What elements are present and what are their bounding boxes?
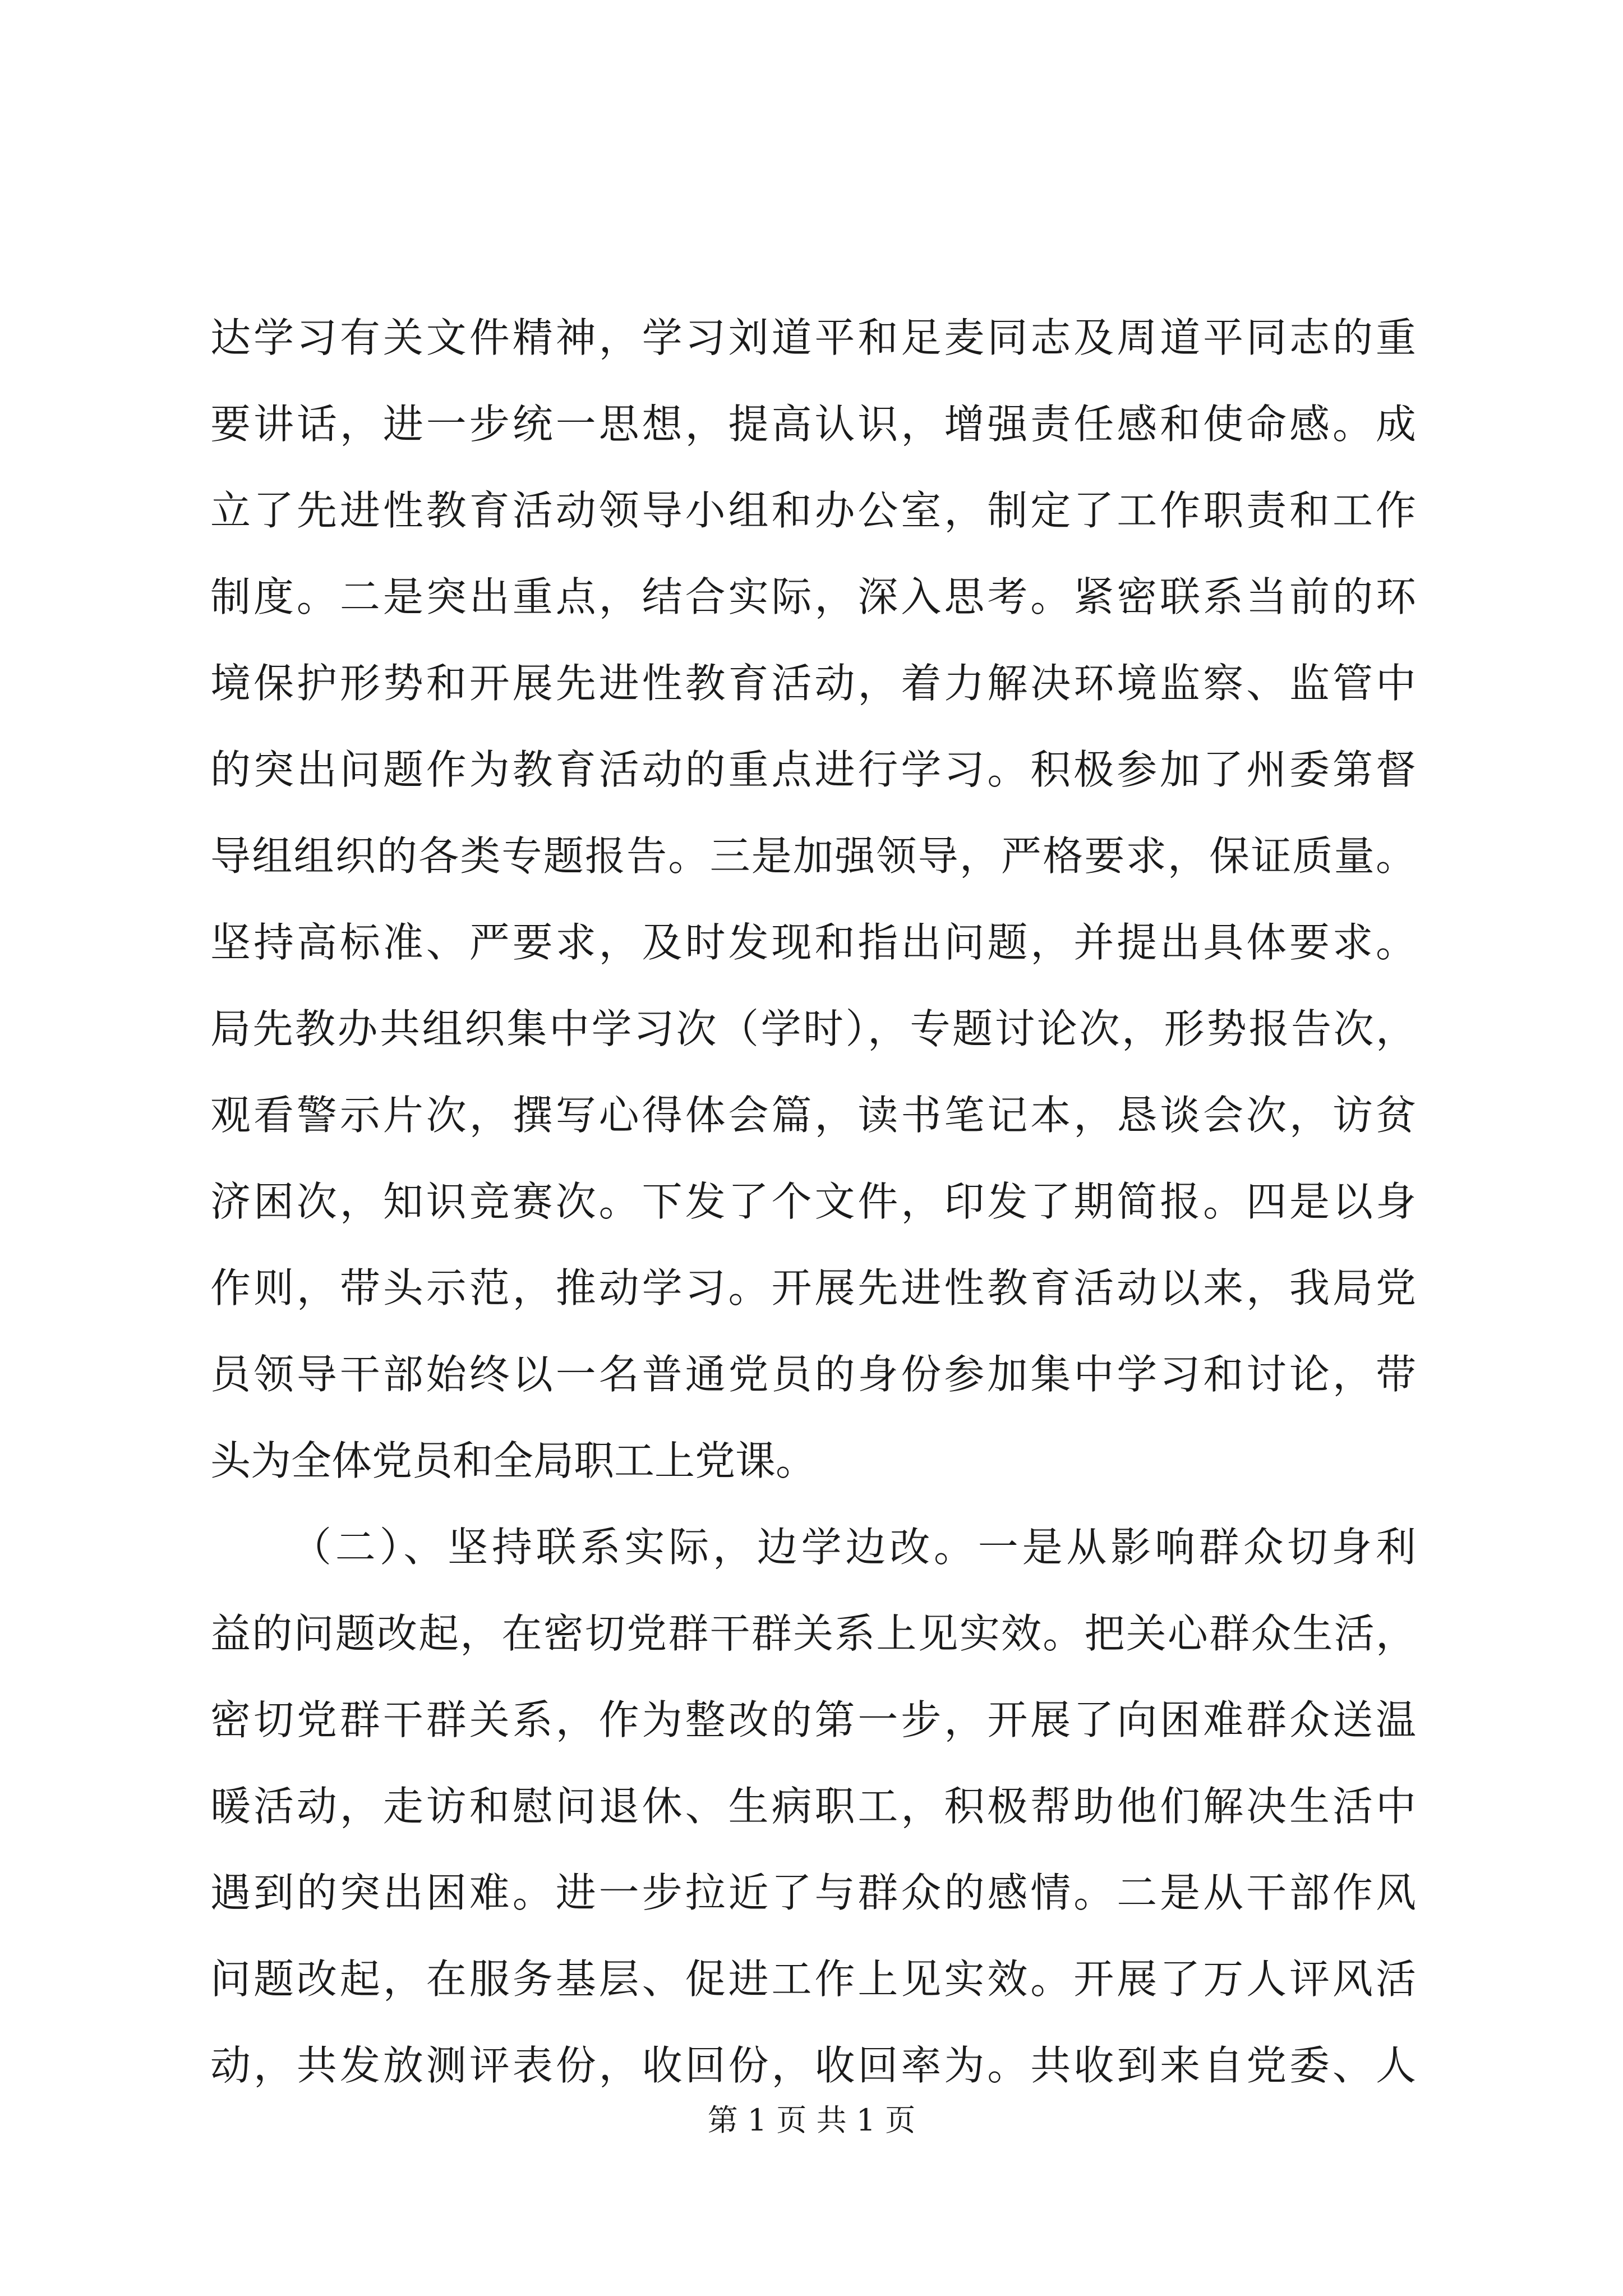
text-line: 观看警示片次，撰写心得体会篇，读书笔记本，恳谈会次，访贫 bbox=[210, 1092, 1416, 1139]
text-line: 问题改起，在服务基层、促进工作上见实效。开展了万人评风活 bbox=[210, 1955, 1416, 2003]
text-line: 暖活动，走访和慰问退休、生病职工，积极帮助他们解决生活中 bbox=[210, 1783, 1416, 1830]
text-line: 局先教办共组织集中学习次（学时），专题讨论次，形势报告次， bbox=[210, 1005, 1416, 1052]
text-line: 的突出问题作为教育活动的重点进行学习。积极参加了州委第督 bbox=[210, 746, 1416, 793]
text-line: 密切党群干群关系，作为整改的第一步，开展了向困难群众送温 bbox=[210, 1696, 1416, 1743]
text-line: 导组组织的各类专题报告。三是加强领导，严格要求，保证质量。 bbox=[210, 832, 1416, 880]
text-line: 达学习有关文件精神，学习刘道平和足麦同志及周道平同志的重 bbox=[210, 314, 1416, 361]
text-line: 坚持高标准、严要求，及时发现和指出问题，并提出具体要求。 bbox=[210, 919, 1416, 966]
text-line: 立了先进性教育活动领导小组和办公室，制定了工作职责和工作 bbox=[210, 487, 1416, 534]
document-body bbox=[210, 295, 1416, 2109]
text-line: 制度。二是突出重点，结合实际，深入思考。紧密联系当前的环 bbox=[210, 573, 1416, 620]
text-line: 要讲话，进一步统一思想，提高认识，增强责任感和使命感。成 bbox=[210, 401, 1416, 448]
text-line: 作则，带头示范，推动学习。开展先进性教育活动以来，我局党 bbox=[210, 1264, 1416, 1312]
page-number-footer: 第 1 页 共 1 页 bbox=[707, 2102, 916, 2138]
text-line: 头为全体党员和全局职工上党课。 bbox=[210, 1437, 817, 1484]
text-line: 益的问题改起，在密切党群干群关系上见实效。把关心群众生活， bbox=[210, 1610, 1416, 1657]
text-line: 动，共发放测评表份，收回份，收回率为。共收到来自党委、人 bbox=[210, 2042, 1416, 2089]
text-line: 境保护形势和开展先进性教育活动，着力解决环境监察、监管中 bbox=[210, 660, 1416, 707]
text-line: 遇到的突出困难。进一步拉近了与群众的感情。二是从干部作风 bbox=[210, 1869, 1416, 1916]
text-line: 员领导干部始终以一名普通党员的身份参加集中学习和讨论，带 bbox=[210, 1351, 1416, 1398]
paragraph-first-line: （二）、坚持联系实际，边学边改。一是从影响群众切身利 bbox=[291, 1524, 1416, 1571]
text-line: 济困次，知识竞赛次。下发了个文件，印发了期简报。四是以身 bbox=[210, 1178, 1416, 1225]
